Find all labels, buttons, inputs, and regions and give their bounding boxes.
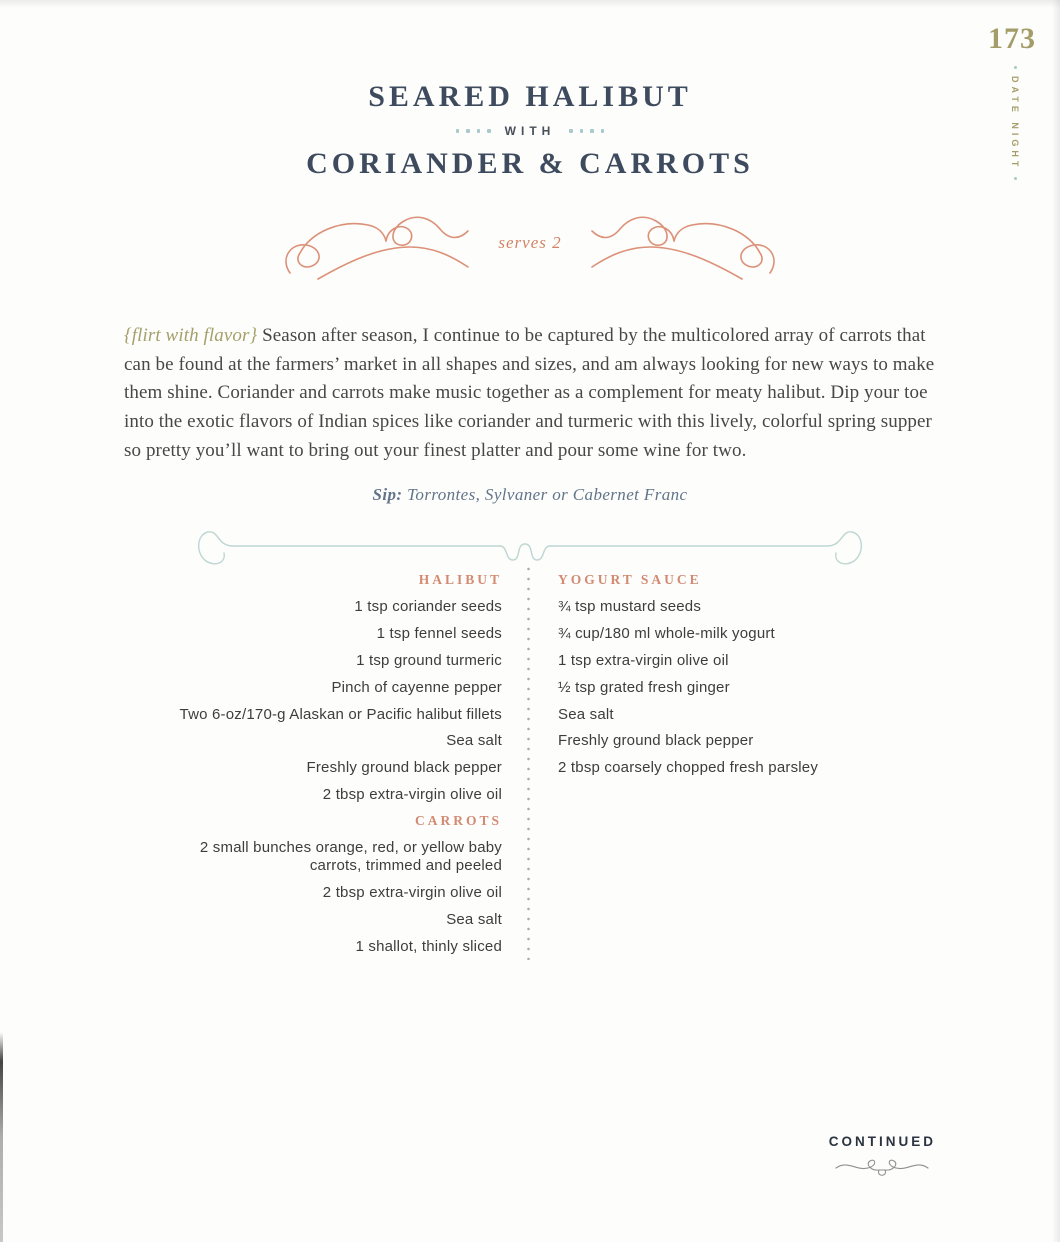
- ingredients-column-right: [558, 572, 898, 786]
- ingredient-item: ½ tsp grated fresh ginger: [558, 678, 730, 696]
- ingredient-item: Sea salt: [558, 705, 614, 723]
- ingredient-item: Sea salt: [446, 911, 502, 929]
- section-header-yogurt-sauce: YOGURT SAUCE: [558, 572, 702, 587]
- ingredient-item: ¾ tsp mustard seeds: [558, 598, 702, 615]
- ingredient-item: ¾ cup/180 ml whole-milk yogurt: [558, 624, 775, 642]
- ingredient-item: 1 shallot, thinly sliced: [355, 938, 502, 956]
- intro-body: Season after season, I continue to be captured by the multicolored array of carrots that can be found at the farmers’ market in all shapes and sizes, and am always looking for new ways to make them shine. Coriander and carrots make music together as a complement for meaty halibut. Dip your toe into the exotic flavors of Indian spices like coriander and turmeric with this lively, colorful spring supper so pretty you’ll want to bring out your finest platter and pour some wine for two.: [124, 325, 935, 461]
- small-swash-icon: [834, 1156, 930, 1180]
- dot-ornament-icon: [456, 129, 491, 133]
- recipe-title-line2: CORIANDER & CARROTS: [306, 147, 754, 180]
- ingredients-column-left: [148, 572, 502, 965]
- title-connector: WITH: [504, 124, 556, 138]
- page-spine-shadow: [0, 1032, 3, 1242]
- ingredient-item: Freshly ground black pepper: [306, 759, 502, 777]
- ingredient-item: Two 6-oz/170-g Alaskan or Pacific halibut fillets: [179, 705, 502, 723]
- continued-label: CONTINUED: [828, 1134, 936, 1149]
- recipe-title: [0, 82, 1060, 179]
- flourish-right-icon: [588, 203, 778, 283]
- flourish-left-icon: [282, 203, 472, 283]
- serves-label: serves 2: [498, 233, 562, 252]
- continued-marker: [829, 1133, 936, 1180]
- ingredient-item: 1 tsp ground turmeric: [356, 651, 502, 669]
- wine-pairing: [0, 485, 1060, 505]
- ingredient-item: 2 tbsp extra-virgin olive oil: [322, 786, 502, 804]
- sip-text: Torrontes, Sylvaner or Cabernet Franc: [402, 485, 688, 504]
- ingredient-item: 1 tsp extra-virgin olive oil: [558, 651, 729, 669]
- ingredient-item: 1 tsp fennel seeds: [376, 624, 502, 642]
- recipe-intro: [124, 322, 942, 466]
- ingredient-item: 2 tbsp extra-virgin olive oil: [322, 884, 502, 902]
- dot-ornament-icon: [1014, 66, 1017, 69]
- looped-bracket-icon: [195, 526, 865, 577]
- page-number: 173: [988, 22, 1036, 55]
- page-edge-shadow-right: [1052, 0, 1060, 1242]
- ingredient-item: Freshly ground black pepper: [558, 732, 754, 750]
- ingredient-item: 2 small bunches orange, red, or yellow baby carrots, trimmed and peeled: [199, 839, 502, 875]
- sip-label: Sip:: [372, 485, 403, 504]
- title-connector-row: [0, 124, 1060, 138]
- recipe-title-line1: SEARED HALIBUT: [368, 80, 692, 113]
- section-header-carrots: CARROTS: [414, 813, 502, 829]
- ingredient-item: 1 tsp coriander seeds: [354, 598, 502, 615]
- dot-ornament-icon: [569, 129, 604, 133]
- ingredient-item: 2 tbsp coarsely chopped fresh parsley: [558, 759, 819, 777]
- chapter-tab-label: DATE NIGHT: [1010, 76, 1020, 171]
- section-header-halibut: HALIBUT: [418, 572, 502, 587]
- intro-lead: {flirt with flavor}: [124, 325, 258, 346]
- serves-row: [0, 203, 1060, 283]
- dotted-divider: [527, 564, 530, 960]
- page-edge-shadow-top: [0, 0, 1060, 8]
- ingredient-item: Pinch of cayenne pepper: [331, 678, 502, 696]
- ingredient-item: Sea salt: [446, 732, 502, 750]
